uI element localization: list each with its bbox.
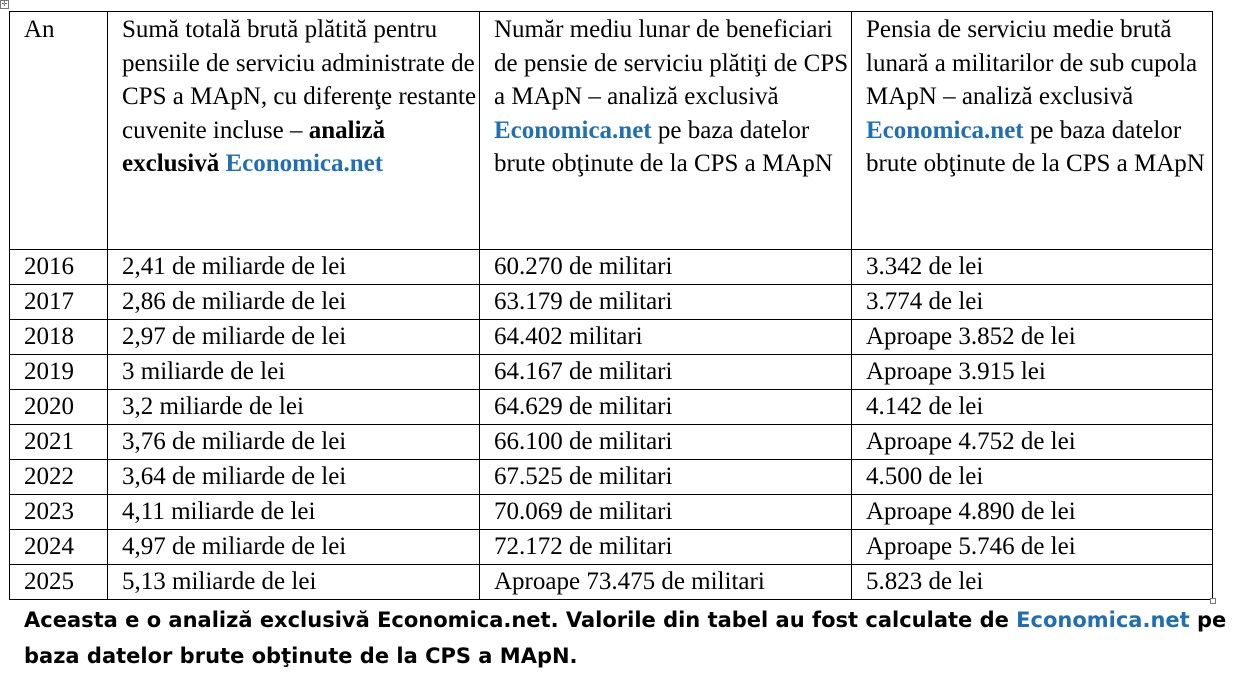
cell-average-pension: Aproape 3.852 de lei — [852, 320, 1213, 355]
table-row — [10, 250, 1213, 285]
table-row — [10, 530, 1213, 565]
footnote-text-1: Aceasta e o analiză exclusivă Economica.net. Valorile din tabel au fost calculate de — [24, 608, 1017, 632]
cell-total-paid: 3,64 de miliarde de lei — [108, 460, 480, 495]
cell-year: 2016 — [10, 250, 108, 285]
table-header-row — [10, 12, 1213, 250]
cell-average-pension: 3.342 de lei — [852, 250, 1213, 285]
table-row — [10, 320, 1213, 355]
table-row — [10, 425, 1213, 460]
table-row — [10, 495, 1213, 530]
table-move-handle-icon[interactable]: ✛ — [1, 0, 8, 8]
table-row — [10, 460, 1213, 495]
cell-beneficiaries: 66.100 de militari — [480, 425, 852, 460]
header-pension-brand: Economica.net — [866, 116, 1024, 144]
cell-total-paid: 2,86 de miliarde de lei — [108, 285, 480, 320]
cell-year: 2024 — [10, 530, 108, 565]
cell-beneficiaries: 60.270 de militari — [480, 250, 852, 285]
header-beneficiaries-text1: Număr mediu lunar de beneficiari de pensie de serviciu plătiţi de CPS a MApN – analiză exclusivă — [494, 16, 849, 111]
table-row — [10, 355, 1213, 390]
header-total-text: Sumă totală brută plătită pentru pensiile de serviciu administrate de CPS a MApN, cu diferenţe restante cuvenite incluse – — [122, 16, 477, 144]
header-year — [10, 12, 108, 250]
cell-year: 2022 — [10, 460, 108, 495]
footnote-text-2: pe — [1189, 608, 1227, 632]
table-row — [10, 565, 1213, 600]
header-total-bold2: exclusivă — [122, 150, 220, 178]
cell-average-pension: Aproape 5.746 de lei — [852, 530, 1213, 565]
cell-average-pension: 5.823 de lei — [852, 565, 1213, 600]
footnote — [24, 602, 1259, 674]
cell-year: 2023 — [10, 495, 108, 530]
cell-beneficiaries: 64.167 de militari — [480, 355, 852, 390]
cell-total-paid: 4,97 de miliarde de lei — [108, 530, 480, 565]
cell-year: 2025 — [10, 565, 108, 600]
cell-year: 2020 — [10, 390, 108, 425]
pension-table — [9, 11, 1213, 600]
header-beneficiaries — [480, 12, 852, 250]
cell-total-paid: 3,76 de miliarde de lei — [108, 425, 480, 460]
table-row — [10, 285, 1213, 320]
cell-total-paid: 2,41 de miliarde de lei — [108, 250, 480, 285]
header-pension-text2: pe baza datelor brute obţinute de la CPS a MApN — [866, 116, 1205, 178]
cell-beneficiaries: 70.069 de militari — [480, 495, 852, 530]
footnote-line-2: baza datelor brute obţinute de la CPS a MApN. — [24, 644, 578, 668]
cell-total-paid: 3,2 miliarde de lei — [108, 390, 480, 425]
header-total-paid — [108, 12, 480, 250]
cell-beneficiaries: 64.629 de militari — [480, 390, 852, 425]
cell-total-paid: 4,11 miliarde de lei — [108, 495, 480, 530]
header-total-brand: Economica.net — [225, 150, 384, 178]
cell-average-pension: Aproape 4.890 de lei — [852, 495, 1213, 530]
cell-average-pension: Aproape 4.752 de lei — [852, 425, 1213, 460]
cell-year: 2017 — [10, 285, 108, 320]
header-average-pension — [852, 12, 1213, 250]
cell-beneficiaries: Aproape 73.475 de militari — [480, 565, 852, 600]
table-row — [10, 390, 1213, 425]
cell-average-pension: 4.142 de lei — [852, 390, 1213, 425]
header-total-bold1: analiză — [308, 116, 386, 144]
cell-beneficiaries: 64.402 militari — [480, 320, 852, 355]
cell-average-pension: 3.774 de lei — [852, 285, 1213, 320]
cell-beneficiaries: 72.172 de militari — [480, 530, 852, 565]
cell-total-paid: 3 miliarde de lei — [108, 355, 480, 390]
header-beneficiaries-text2: pe baza datelor brute obţinute de la CPS a MApN — [494, 116, 833, 178]
cell-total-paid: 5,13 miliarde de lei — [108, 565, 480, 600]
header-year-label: An — [24, 16, 55, 43]
footnote-brand: Economica.net — [1016, 608, 1190, 632]
cell-total-paid: 2,97 de miliarde de lei — [108, 320, 480, 355]
cell-year: 2021 — [10, 425, 108, 460]
header-beneficiaries-brand: Economica.net — [494, 116, 652, 144]
header-pension-text1: Pensia de serviciu medie brută lunară a militarilor de sub cupola MApN – analiză exclusivă — [866, 16, 1198, 111]
cell-average-pension: Aproape 3.915 lei — [852, 355, 1213, 390]
cell-average-pension: 4.500 de lei — [852, 460, 1213, 495]
cell-year: 2018 — [10, 320, 108, 355]
cell-year: 2019 — [10, 355, 108, 390]
cell-beneficiaries: 67.525 de militari — [480, 460, 852, 495]
footnote-line-1 — [24, 602, 1259, 638]
cell-beneficiaries: 63.179 de militari — [480, 285, 852, 320]
